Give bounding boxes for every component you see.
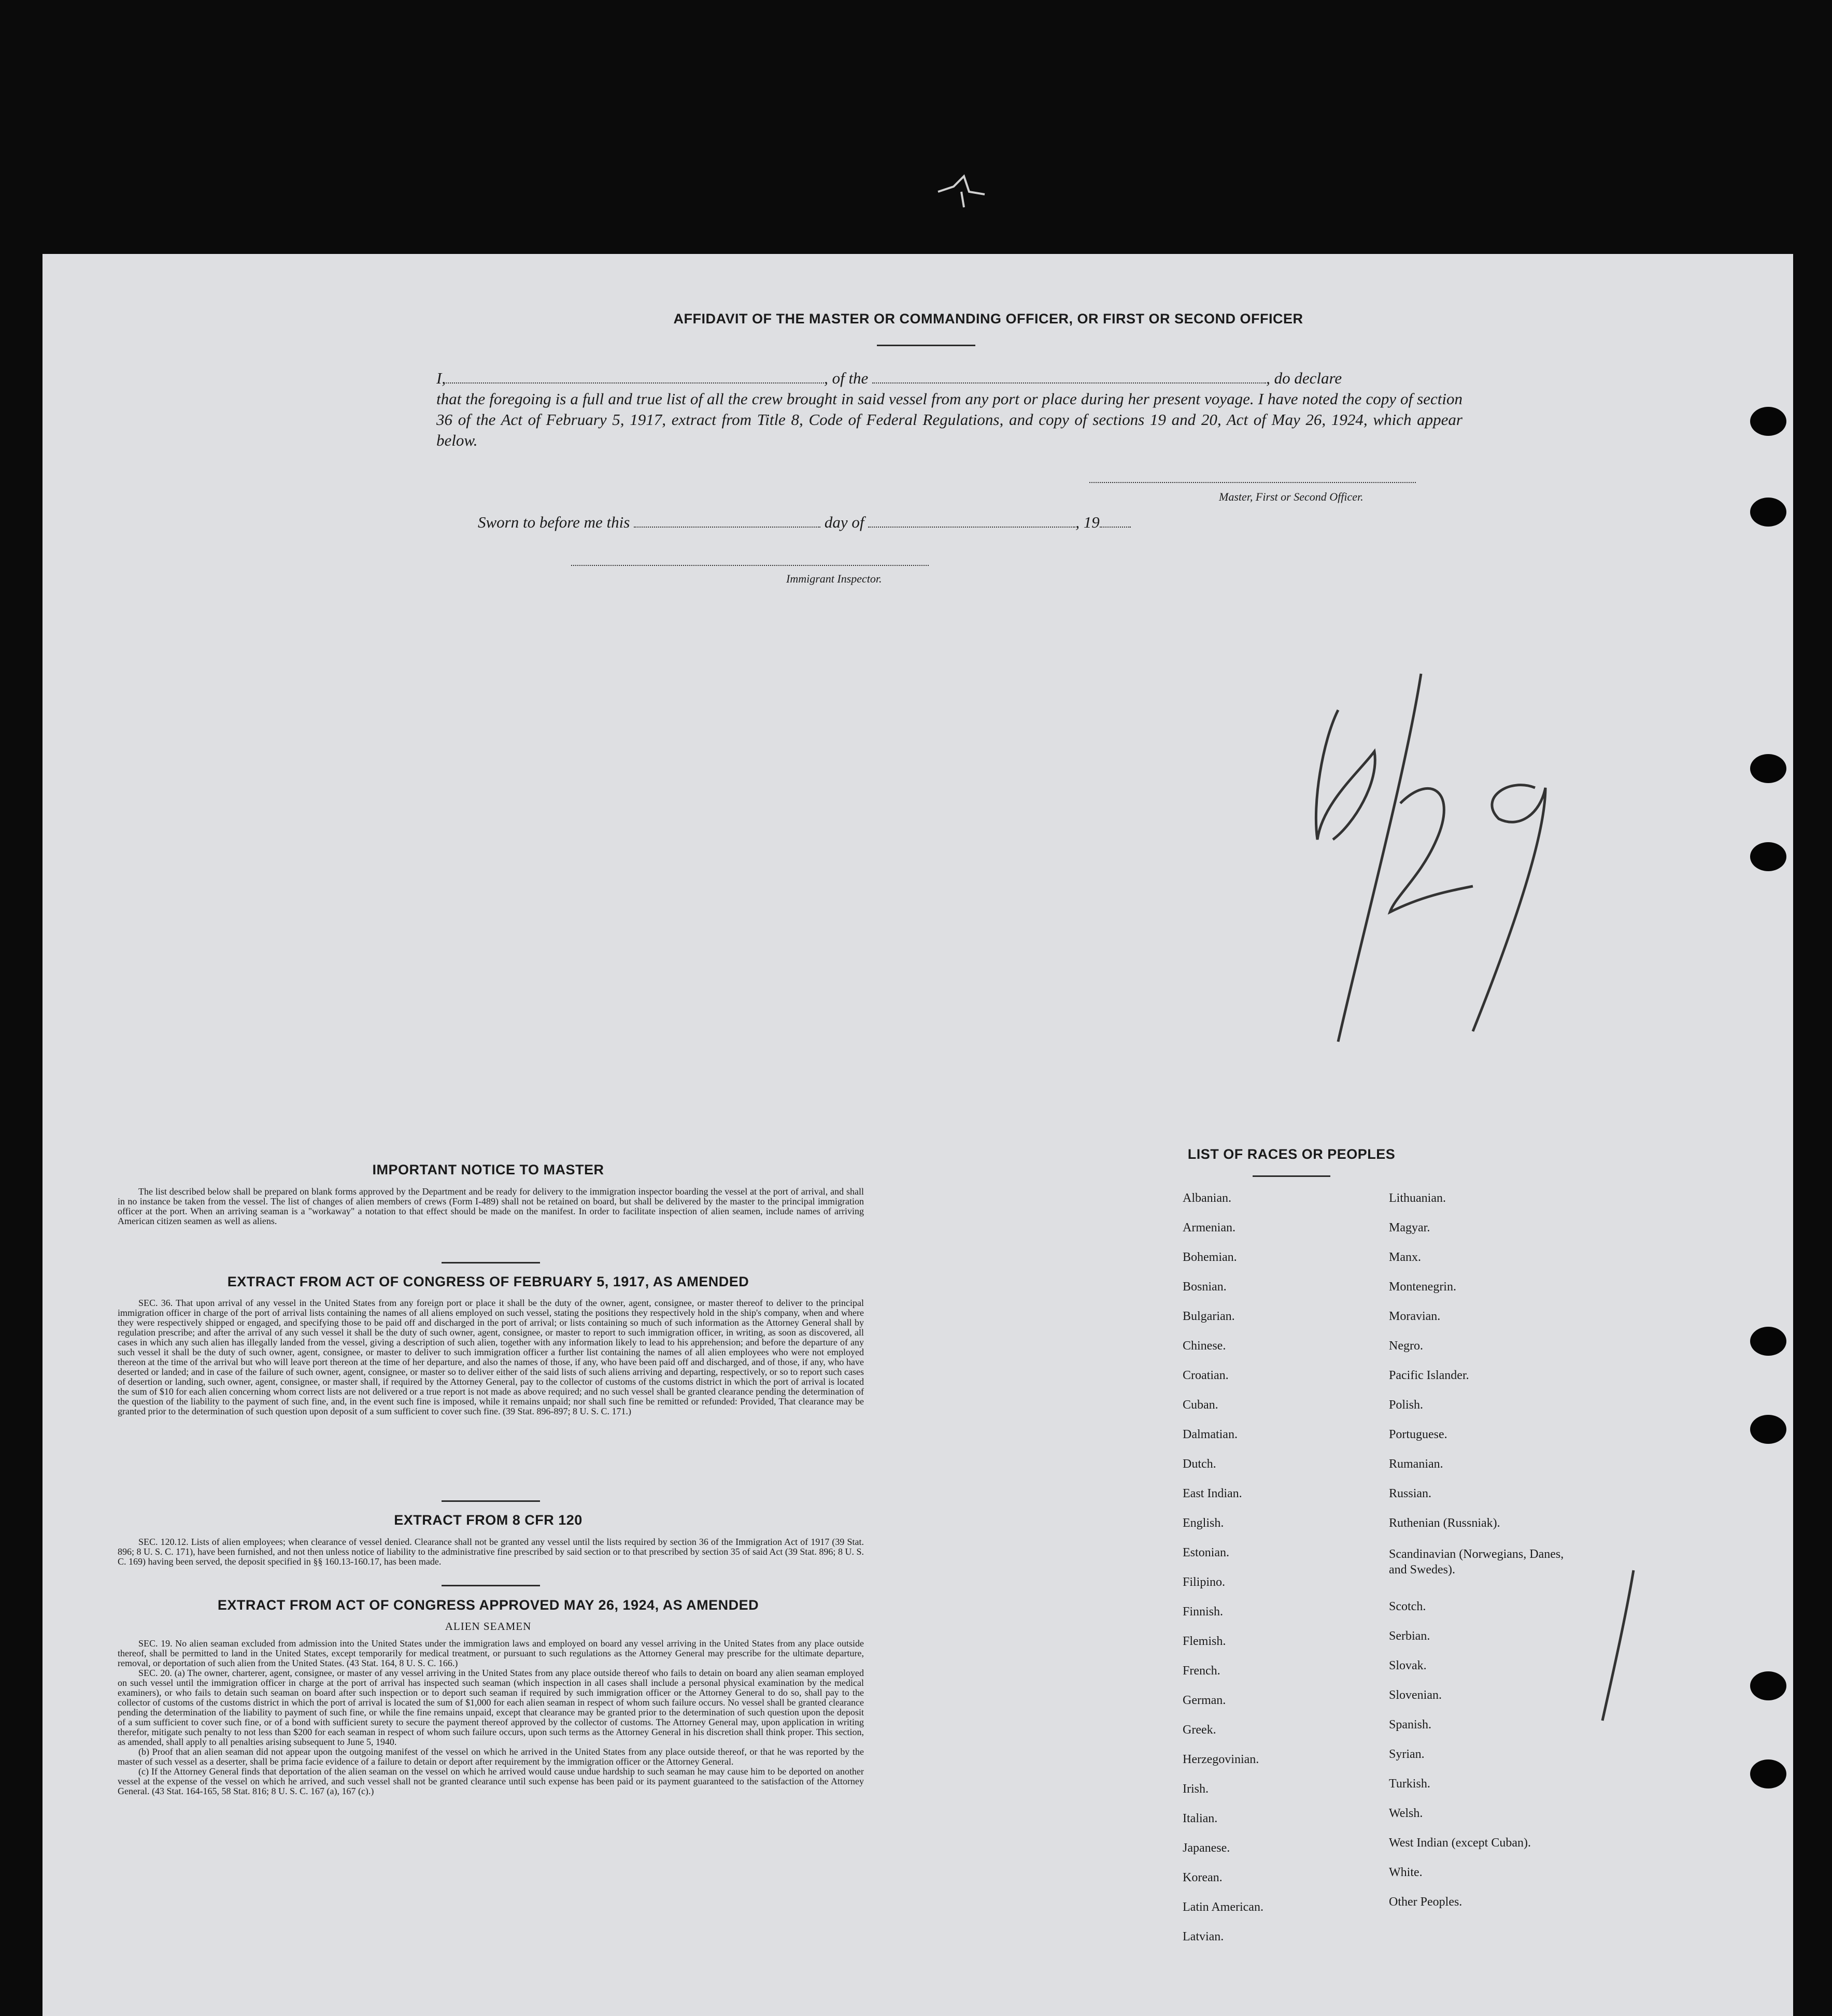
extract-1917-text	[118, 1298, 864, 1416]
form-page	[42, 254, 1793, 2016]
inspector-signature-line[interactable]	[571, 565, 929, 566]
sworn-month-field[interactable]	[868, 514, 1075, 528]
race-item: Finnish.	[1183, 1605, 1224, 1619]
binder-hole	[1750, 842, 1786, 871]
race-item: Polish.	[1389, 1398, 1424, 1412]
race-item: Latvian.	[1183, 1930, 1224, 1943]
master-signature-caption: Master, First or Second Officer.	[1219, 490, 1364, 503]
race-item: Slovak.	[1389, 1659, 1427, 1672]
extract-cfr-rule	[442, 1585, 540, 1586]
race-item: Albanian.	[1183, 1191, 1231, 1205]
races-column-1	[1183, 1192, 1263, 1960]
race-item: Dalmatian.	[1183, 1428, 1238, 1441]
race-item: Other Peoples.	[1389, 1895, 1462, 1909]
race-item: Turkish.	[1389, 1777, 1430, 1791]
race-item: Greek.	[1183, 1723, 1216, 1737]
master-signature-line[interactable]	[1089, 482, 1416, 483]
extract-cfr-title: EXTRACT FROM 8 CFR 120	[394, 1512, 583, 1528]
affidavit-title: AFFIDAVIT OF THE MASTER OR COMMANDING OFFICER, OR FIRST OR SECOND OFFICER	[673, 311, 1303, 326]
race-item: Slovenian.	[1389, 1688, 1442, 1702]
sworn-line	[478, 513, 1131, 532]
sworn-date-field[interactable]	[634, 514, 820, 528]
race-item: Bosnian.	[1183, 1280, 1227, 1294]
race-item: Filipino.	[1183, 1575, 1226, 1589]
extract-1924-text	[118, 1639, 864, 1796]
races-rule	[1253, 1175, 1330, 1177]
race-item: English.	[1183, 1516, 1224, 1530]
sworn-day-label: day of	[824, 513, 864, 531]
extract-1917-title: EXTRACT FROM ACT OF CONGRESS OF FEBRUARY 5, 1917, AS AMENDED	[227, 1274, 749, 1289]
extract-1924-title: EXTRACT FROM ACT OF CONGRESS APPROVED MAY 26, 1924, AS AMENDED	[217, 1597, 759, 1613]
inspector-caption: Immigrant Inspector.	[786, 572, 882, 585]
binder-hole	[1750, 1415, 1786, 1444]
race-item: Montenegrin.	[1389, 1280, 1456, 1294]
race-item: Scotch.	[1389, 1600, 1426, 1613]
handwritten-date-6-29	[1302, 669, 1675, 1042]
race-item: Spanish.	[1389, 1718, 1432, 1731]
race-item: Welsh.	[1389, 1807, 1423, 1820]
race-item: German.	[1183, 1694, 1226, 1707]
race-item: Estonian.	[1183, 1546, 1229, 1559]
race-item: Manx.	[1389, 1251, 1421, 1264]
race-item: Italian.	[1183, 1812, 1218, 1825]
race-item: Herzegovinian.	[1183, 1753, 1259, 1766]
race-item: Chinese.	[1183, 1339, 1226, 1353]
binding-clip-mark	[933, 171, 995, 212]
race-item: Magyar.	[1389, 1221, 1430, 1234]
declaration-text: that the foregoing is a full and true list of all the crew brought in said vessel from any port or place during her present voyage. I have noted the copy of section 36 of the Act of February 5, 1917, extract from Title 8, Code of Federal Regulations, and copy of sections 19 and 20, Act of May 26, 1924, which appear below.	[436, 390, 1462, 449]
extract-1917-rule	[442, 1500, 540, 1502]
race-item: White.	[1389, 1866, 1423, 1879]
sworn-year-field[interactable]	[1100, 514, 1131, 528]
race-item: Negro.	[1389, 1339, 1423, 1353]
race-item: Japanese.	[1183, 1841, 1230, 1855]
race-item: Latin American.	[1183, 1900, 1263, 1914]
notice-paragraph: The list described below shall be prepared on blank forms approved by the Department and be ready for delivery to the immigration inspector boarding the vessel at the port of arrival, and shall in no instance be taken from the vessel. The list of changes of alien members of crews (Form I-489) shall not be retained on board, but shall be delivered by the master to the principal immigration officer at the port. When an arriving seaman is a "workaway" a notation to that effect should be made on the manifest. In order to facilitate inspection of alien seamen, include names of arriving American citizen seamen as well as aliens.	[118, 1186, 864, 1226]
declare-label: , do declare	[1266, 369, 1342, 387]
race-item: Lithuanian.	[1389, 1191, 1446, 1205]
binder-hole	[1750, 1671, 1786, 1700]
vessel-name-field[interactable]	[872, 370, 1266, 384]
alien-seamen-subtitle: ALIEN SEAMEN	[445, 1620, 532, 1632]
affidavit-body	[436, 368, 1462, 451]
title-rule	[877, 345, 975, 346]
notice-text	[118, 1187, 864, 1226]
race-item: Cuban.	[1183, 1398, 1218, 1412]
sec-20a-paragraph: SEC. 20. (a) The owner, charterer, agent, consignee, or master of any vessel arriving in the United States from any place outside thereof who fails to detain on board any alien seaman employed on such vessel until the immigration officer in charge at the port of arrival has inspected such seaman (which inspection in all cases shall include a personal physical examination by the medical examiners), or who fails to detain such seaman on board after such inspection or to deport such seaman if required by such immigration officer or the Attorney General to do so, shall pay to the collector of customs of the customs district in which the port of arrival is located the sum of $1,000 for each alien seaman in respect of whom such failure occurs. No vessel shall be granted clearance pending the determination of the liability to payment of such fine, or while the fine remains unpaid, except that clearance may be granted prior to the determination of such question upon the deposit of a sum sufficient to cover such fine, or of a bond with sufficient surety to secure the payment thereof approved by the collector of customs. The Attorney General may, upon application in writing therefor, mitigate such penalty to not less than $200 for each seaman in respect of whom such failure occurs, upon such terms as the Attorney General in his discretion shall think proper. This section, as amended, shall apply to all penalties arising subsequent to June 5, 1940.	[118, 1668, 864, 1747]
extract-1917-paragraph: SEC. 36. That upon arrival of any vessel in the United States from any foreign port or place it shall be the duty of the owner, agent, consignee, or master thereof to deliver to the principal immigration officer in charge of the port of arrival lists containing the names of all aliens employed on such vessel, stating the positions they respectively hold in the ship's company, when and where they were respectively shipped or engaged, and specifying those to be paid off and discharged in the port of arrival; or lists containing so much of such information as the Attorney General shall by regulation prescribe; and after the arrival of any such vessel it shall be the duty of such owner, agent, consignee, or master to report to such immigration officer, in writing, as soon as discovered, all cases in which any such alien has illegally landed from the vessel, giving a description of such alien, together with any information likely to lead to his apprehension; and before the departure of any such vessel it shall be the duty of such owner, agent, consignee, or master to deliver to such immigration officer a further list containing the names of all alien employees who were not employed thereon at the time of the arrival but who will leave port thereon at the time of her departure, and also the names of those, if any, who have been paid off and discharged, and of those, if any, who have deserted or landed; and in case of the failure of such owner, agent, consignee, or master so to deliver either of the said lists of such aliens arriving and departing, respectively, or so to report such cases of desertion or landing, such owner, agent, consignee, or master shall, if required by the Attorney General, pay to the collector of customs of the customs district in which the port of arrival is located the sum of $10 for each alien concerning whom correct lists are not delivered or a true report is not made as above required; and no such vessel shall be granted clearance pending the determination of the question of the liability to the payment of such fine, and, in the event such fine is imposed, while it remains unpaid; nor shall such fine be remitted or refunded: Provided, That clearance may be granted prior to the determination of such question upon deposit of a sum sufficient to cover such fine. (39 Stat. 896-897; 8 U. S. C. 171.)	[118, 1298, 864, 1416]
race-item: Croatian.	[1183, 1369, 1229, 1382]
race-item: Pacific Islander.	[1389, 1369, 1469, 1382]
extract-cfr-text	[118, 1537, 864, 1567]
declarant-name-field[interactable]	[446, 370, 824, 384]
sec-20b-paragraph: (b) Proof that an alien seaman did not appear upon the outgoing manifest of the vessel on which he arrived in the United States from any place outside thereof, or that he was reported by the master of such vessel as a deserter, shall be prima facie evidence of a failure to detain or deport after requirement by the immigration officer or the Attorney General.	[118, 1747, 864, 1767]
race-item: Serbian.	[1389, 1629, 1430, 1643]
notice-title: IMPORTANT NOTICE TO MASTER	[372, 1162, 604, 1177]
race-item: Armenian.	[1183, 1221, 1235, 1234]
race-item: Moravian.	[1389, 1310, 1441, 1323]
race-item: Syrian.	[1389, 1748, 1425, 1761]
race-item: French.	[1183, 1664, 1220, 1678]
race-item: Russian.	[1389, 1487, 1432, 1500]
race-item: Dutch.	[1183, 1457, 1216, 1471]
extract-cfr-paragraph: SEC. 120.12. Lists of alien employees; when clearance of vessel denied. Clearance shall not be granted any vessel until the lists required by section 36 of the Immigration Act of 1917 (39 Stat. 896; 8 U. S. C. 171), have been furnished, and not then unless notice of liability to the administrative fine prescribed by said section or to that prescribed by section 35 of said Act (39 Stat. 896; 8 U. S. C. 169) having been served, the deposit specified in §§ 160.13-160.17, has been made.	[118, 1537, 864, 1567]
sworn-year-label: , 19	[1075, 513, 1100, 531]
race-item: Ruthenian (Russniak).	[1389, 1516, 1500, 1530]
race-item: Irish.	[1183, 1782, 1209, 1796]
race-item: Portuguese.	[1389, 1428, 1447, 1441]
race-item: Flemish.	[1183, 1635, 1226, 1648]
declaration-line	[436, 368, 1462, 389]
sec-20c-paragraph: (c) If the Attorney General finds that deportation of the alien seaman on the vessel on which he arrived would cause undue hardship to such seaman he may cause him to be deported on another vessel at the expense of the vessel on which he arrived, and such vessel shall not be granted clearance until such expense has been paid or its payment guaranteed to the satisfaction of the Attorney General. (43 Stat. 164-165, 58 Stat. 816; 8 U. S. C. 167 (a), 167 (c).)	[118, 1766, 864, 1796]
race-item: Bulgarian.	[1183, 1310, 1235, 1323]
races-title: LIST OF RACES OR PEOPLES	[1187, 1146, 1396, 1162]
race-item: Korean.	[1183, 1871, 1223, 1884]
sworn-prefix: Sworn to before me this	[478, 513, 630, 531]
notice-rule	[442, 1262, 540, 1263]
races-column-2	[1389, 1192, 1575, 1925]
sec-19-paragraph: SEC. 19. No alien seaman excluded from admission into the United States under the immigration laws and employed on board any vessel arriving in the United States from any place outside thereof, shall be permitted to land in the United States, except temporarily for medical treatment, or pursuant to such regulations as the Attorney General may prescribe for the ultimate departure, removal, or deportation of such alien from the United States. (43 Stat. 164, 8 U. S. C. 166.)	[118, 1638, 864, 1668]
race-item: Bohemian.	[1183, 1251, 1237, 1264]
binder-hole	[1750, 1759, 1786, 1788]
race-item: Rumanian.	[1389, 1457, 1443, 1471]
binder-hole	[1750, 1327, 1786, 1356]
handwritten-tally-mark	[1597, 1570, 1644, 1726]
race-item: Scandinavian (Norwegians, Danes, and Swedes).	[1389, 1548, 1564, 1577]
vessel-label: , of the	[824, 369, 869, 387]
race-item: East Indian.	[1183, 1487, 1242, 1500]
declarant-label: I,	[436, 369, 446, 387]
binder-hole	[1750, 498, 1786, 527]
race-item: West Indian (except Cuban).	[1389, 1836, 1531, 1850]
binder-hole	[1750, 754, 1786, 783]
binder-hole	[1750, 407, 1786, 436]
